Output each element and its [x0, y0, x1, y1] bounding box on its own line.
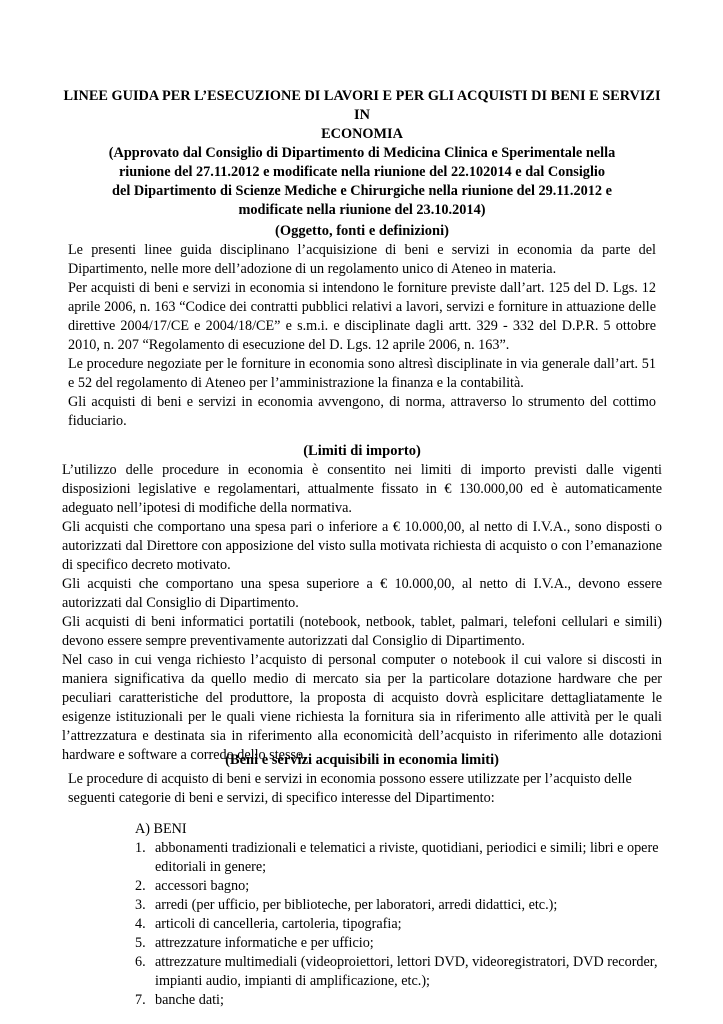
- list-item: [135, 896, 675, 915]
- paragraph: Le presenti linee guida disciplinano l’acquisizione di beni e servizi in economia da parte del Dipartimento, nelle more dell’adozione di un regolamento unico di Ateneo in materia.: [68, 242, 656, 277]
- title-line: LINEE GUIDA PER L’ESECUZIONE DI LAVORI E PER GLI ACQUISTI DI BENI E SERVIZI IN: [63, 88, 661, 123]
- paragraph: Le procedure negoziate per le forniture in economia sono altresì disciplinate in via generale dall’art. 51 e 52 del regolamento di Ateneo per l’amministrazione la finanza e la contabilità.: [68, 356, 656, 391]
- item-number: 2.: [135, 878, 146, 894]
- beni-list: [135, 839, 675, 1010]
- section-heading: (Oggetto, fonti e definizioni): [275, 223, 449, 239]
- item-text: attrezzature informatiche e per ufficio;: [155, 935, 374, 951]
- list-item: [135, 953, 675, 991]
- item-number: 6.: [135, 954, 146, 970]
- paragraph: Nel caso in cui venga richiesto l’acquisto di personal computer o notebook il cui valore si discosti in maniera significativa da quello medio di mercato sia per la particolare dotazione hardware che per peculiari caratteristiche del produttore, la proposta di acquisto dovrà esplicitare dettagliatamente le esigenze istituzionali per le quali viene richiesta la fornitura sia in riferimento alle attività per le quali l’attrezzatura e destinata sia in riferimento alla economicità dell’acquisto in riferimento alle dotazioni hardware e software a corredo dello stesso.: [62, 652, 662, 763]
- section-heading: (Limiti di importo): [303, 443, 421, 459]
- list-item: [135, 877, 675, 896]
- item-text: banche dati;: [155, 992, 224, 1008]
- paragraph: Gli acquisti di beni informatici portatili (notebook, netbook, tablet, palmari, telefoni cellulari e simili) devono essere sempre preventivamente autorizzati dal Consiglio di Dipartimento.: [62, 614, 662, 649]
- list-item: [135, 915, 675, 934]
- item-number: 3.: [135, 897, 146, 913]
- item-text: accessori bagno;: [155, 878, 250, 894]
- title-line: ECONOMIA: [321, 126, 403, 142]
- section-beni-servizi: [62, 751, 662, 808]
- section-limiti: [62, 442, 662, 765]
- item-text: arredi (per ufficio, per biblioteche, per laboratori, arredi didattici, etc.);: [155, 897, 558, 913]
- item-text: attrezzature multimediali (videoproiettori, lettori DVD, videoregistratori, DVD recorder, impianti audio, impianti di amplificazione, etc.);: [155, 954, 658, 989]
- title-line: modificate nella riunione del 23.10.2014): [238, 202, 486, 218]
- list-item: [135, 934, 675, 953]
- paragraph: L’utilizzo delle procedure in economia è consentito nei limiti di importo previsti dalle vigenti disposizioni legislative e regolamentari, attualmente fissato in € 130.000,00 ed è automaticamente adeguato nell’ipotesi di modifiche della normativa.: [62, 462, 662, 516]
- paragraph: Per acquisti di beni e servizi in economia si intendono le forniture previste dall’art. 125 del D. Lgs. 12 aprile 2006, n. 163 “Codice dei contratti pubblici relativi a lavori, servizi e forniture in attuazione delle direttive 2004/17/CE e 2004/18/CE” e s.m.i. e disciplinate dagli artt. 329 - 332 del D.P.R. 5 ottobre 2010, n. 207 “Regolamento di esecuzione del D. Lgs. 12 aprile 2006, n. 163”.: [68, 280, 656, 353]
- item-text: abbonamenti tradizionali e telematici a riviste, quotidiani, periodici e simili; libri e opere editoriali in genere;: [155, 840, 659, 875]
- title-line: riunione del 27.11.2012 e modificate nella riunione del 22.102014 e dal Consiglio: [118, 164, 606, 180]
- paragraph: Gli acquisti di beni e servizi in economia avvengono, di norma, attraverso lo strumento del cottimo fiduciario.: [68, 394, 656, 429]
- paragraph: Le procedure di acquisto di beni e servizi in economia possono essere utilizzate per l’acquisto delle seguenti categorie di beni e servizi, di specifico interesse del Dipartimento:: [68, 771, 632, 806]
- item-number: 5.: [135, 935, 146, 951]
- list-heading: A) BENI: [135, 821, 187, 837]
- item-number: 1.: [135, 840, 146, 856]
- list-item: [135, 839, 675, 877]
- section-oggetto: [68, 222, 656, 431]
- paragraph: Gli acquisti che comportano una spesa pari o inferiore a € 10.000,00, al netto di I.V.A., sono disposti o autorizzati dal Direttore con apposizione del visto sulla motivata richiesta di acquisto o con l’emanazione di specifico decreto motivato.: [62, 519, 662, 573]
- title-line: del Dipartimento di Scienze Mediche e Chirurgiche nella riunione del 29.11.2012 e: [112, 183, 612, 199]
- beni-list-block: [135, 820, 675, 1010]
- item-text: articoli di cancelleria, cartoleria, tipografia;: [155, 916, 402, 932]
- paragraph: Gli acquisti che comportano una spesa superiore a € 10.000,00, al netto di I.V.A., devono essere autorizzati dal Consiglio di Dipartimento.: [62, 576, 662, 611]
- list-item: [135, 991, 675, 1010]
- document-title: [62, 87, 662, 220]
- title-line: (Approvato dal Consiglio di Dipartimento di Medicina Clinica e Sperimentale nella: [108, 145, 616, 161]
- item-number: 4.: [135, 916, 146, 932]
- item-number: 7.: [135, 992, 146, 1008]
- section-heading: (Beni e servizi acquisibili in economia limiti): [225, 752, 499, 768]
